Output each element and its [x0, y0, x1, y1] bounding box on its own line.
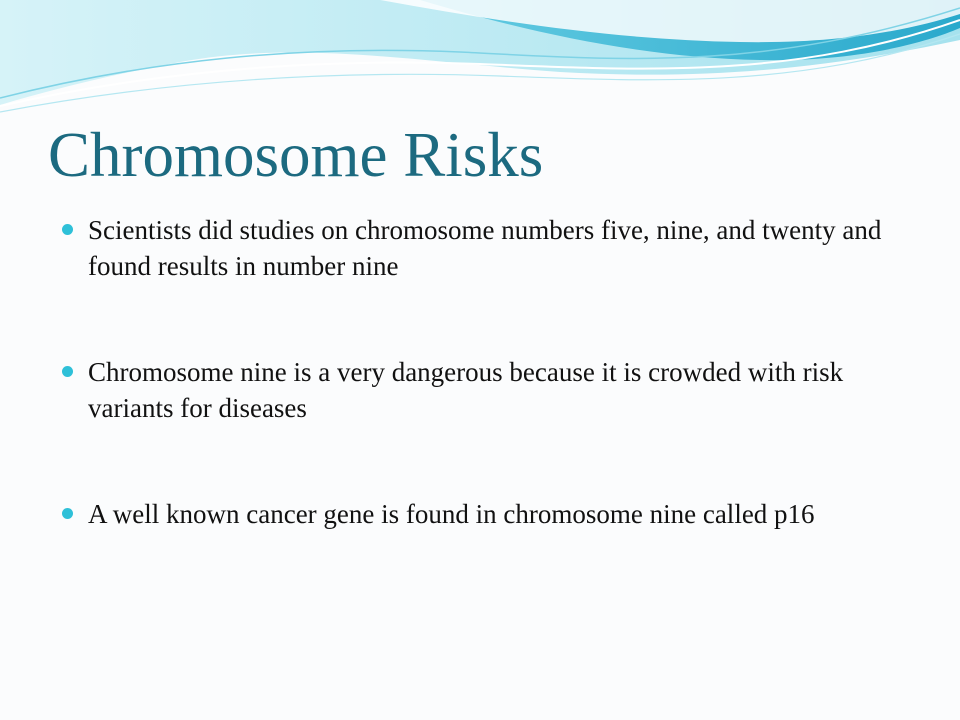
slide-title: Chromosome Risks: [48, 120, 544, 190]
bullet-list: [62, 212, 912, 602]
bullet-text: Scientists did studies on chromosome numbers five, nine, and twenty and found results in number nine: [88, 215, 882, 281]
bullet-marker-icon: [62, 224, 73, 235]
bullet-item: [62, 212, 912, 284]
bullet-item: [62, 496, 912, 532]
header-wave-decoration: [0, 0, 960, 130]
bullet-text: Chromosome nine is a very dangerous because it is crowded with risk variants for diseases: [88, 357, 844, 423]
bullet-item: [62, 354, 912, 426]
bullet-marker-icon: [62, 508, 73, 519]
bullet-text: A well known cancer gene is found in chromosome nine called p16: [88, 499, 815, 529]
bullet-marker-icon: [62, 366, 73, 377]
